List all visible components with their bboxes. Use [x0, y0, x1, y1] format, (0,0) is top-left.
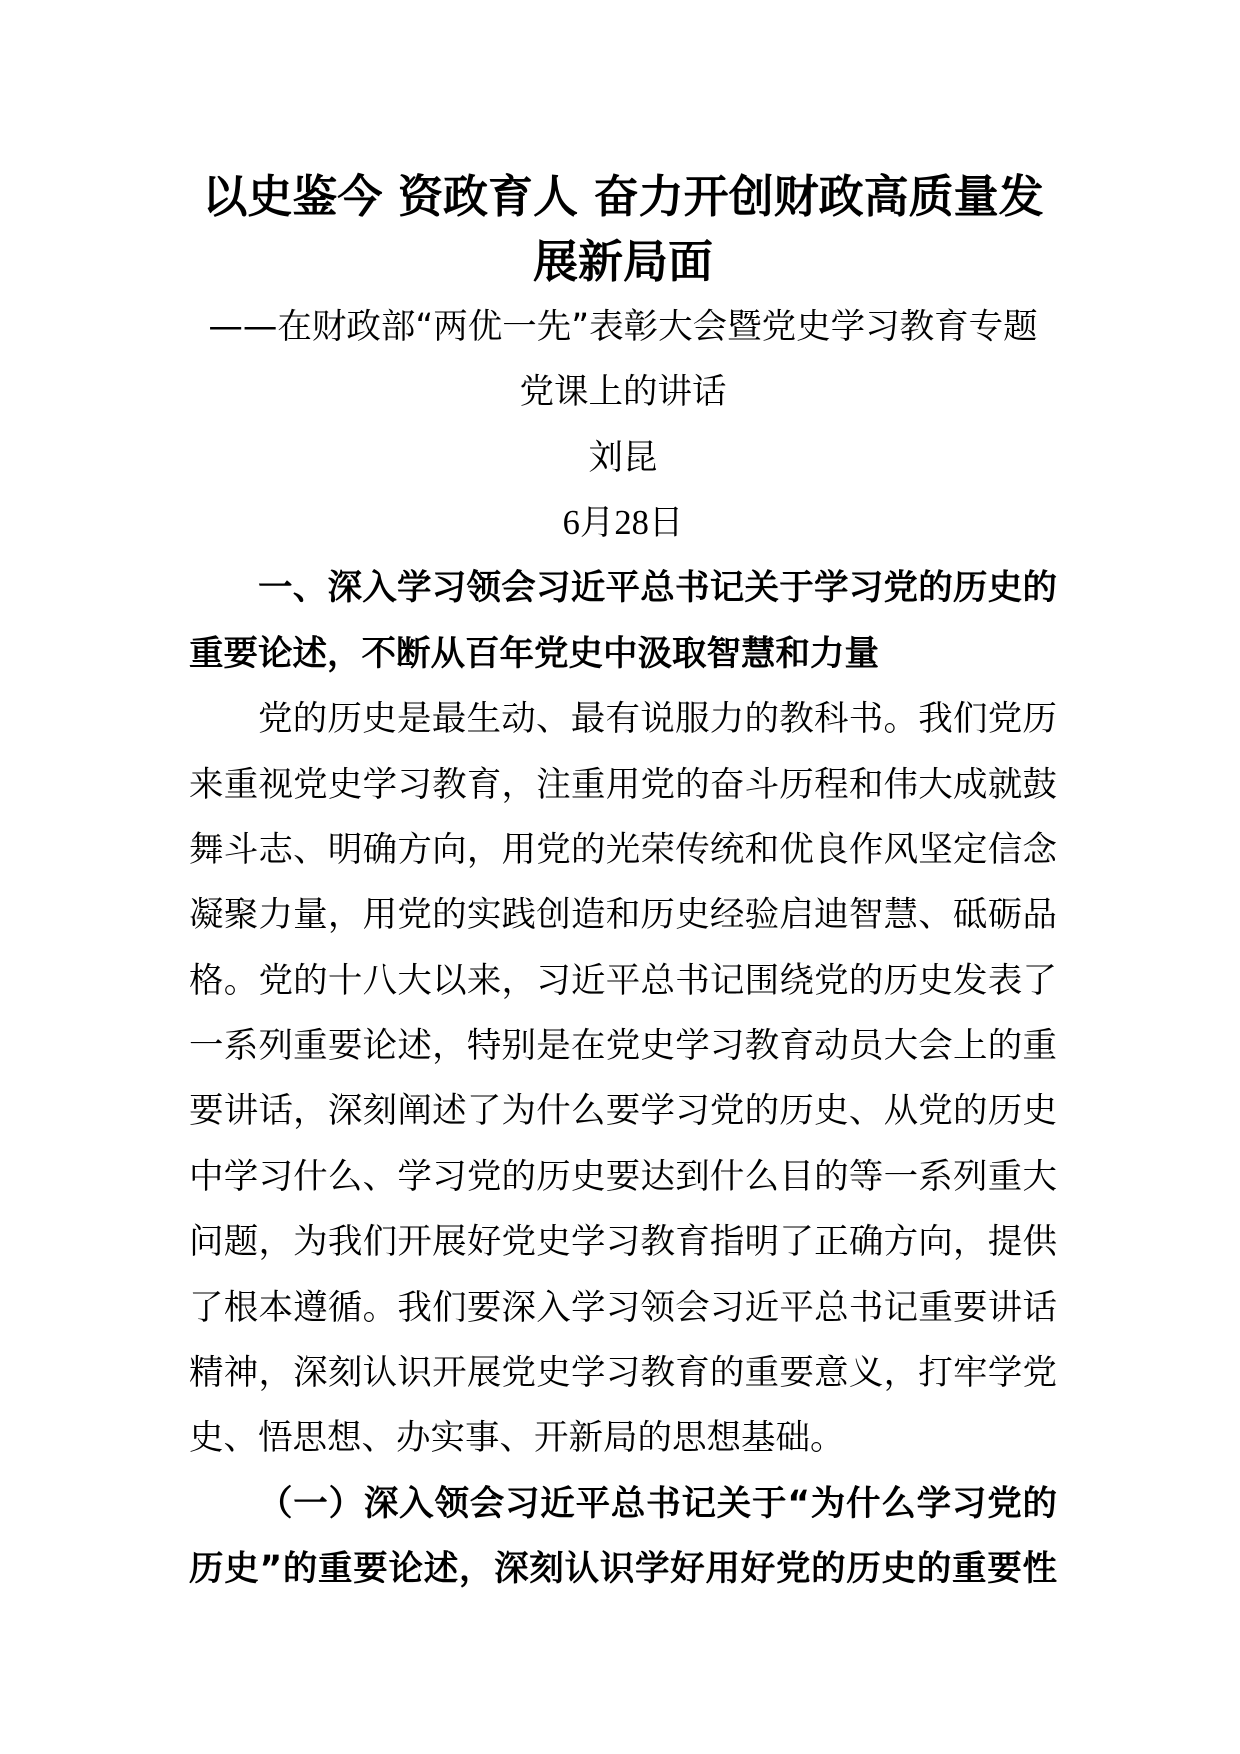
paragraph-line: 问题，为我们开展好党史学习教育指明了正确方向，提供 [189, 1222, 1057, 1263]
document-title-line: 展新局面 [532, 235, 713, 289]
paragraph-line: 凝聚力量，用党的实践创造和历史经验启迪智慧、砥砺品 [189, 895, 1057, 936]
paragraph-line: 史、悟思想、办实事、开新局的思想基础。 [189, 1418, 845, 1459]
section-heading [189, 556, 1057, 687]
document-body [189, 164, 1057, 1603]
speech-date: 6月28日 [562, 503, 684, 542]
subsection-heading [189, 1472, 1057, 1603]
paragraph-line: 来重视党史学习教育，注重用党的奋斗历程和伟大成就鼓 [189, 764, 1057, 805]
paragraph-line: 党的历史是最生动、最有说服力的教科书。我们党历 [258, 699, 1057, 740]
paragraph-line: 要讲话，深刻阐述了为什么要学习党的历史、从党的历史 [189, 1091, 1057, 1132]
document-title-line: 以史鉴今 资政育人 奋力开创财政高质量发 [202, 170, 1044, 223]
section-heading-line: 重要论述，不断从百年党史中汲取智慧和力量 [189, 633, 879, 674]
paragraph-line: 舞斗志、明确方向，用党的光荣传统和优良作风坚定信念 [189, 829, 1057, 870]
paragraph-line: 一系列重要论述，特别是在党史学习教育动员大会上的重 [189, 1026, 1057, 1067]
document-subtitle-line: ——在财政部“两优一先”表彰大会暨党史学习教育专题 [208, 306, 1038, 347]
author-name: 刘昆 [588, 437, 658, 478]
paragraph-line: 精神，深刻认识开展党史学习教育的重要意义，打牢学党 [189, 1353, 1057, 1394]
subsection-heading-line: （一）深入领会习近平总书记关于“为什么学习党的 [258, 1483, 1057, 1524]
paragraph-line: 了根本遵循。我们要深入学习领会习近平总书记重要讲话 [189, 1287, 1057, 1328]
document-subtitle-line: 党课上的讲话 [519, 372, 727, 413]
paragraph-line: 中学习什么、学习党的历史要达到什么目的等一系列重大 [189, 1156, 1057, 1197]
body-paragraph [189, 687, 1057, 1472]
subsection-heading-line: 历史”的重要论述，深刻认识学好用好党的历史的重要性 [189, 1549, 1057, 1590]
paragraph-line: 格。党的十八大以来，习近平总书记围绕党的历史发表了 [189, 960, 1057, 1001]
section-heading-line: 一、深入学习领会习近平总书记关于学习党的历史的 [258, 568, 1057, 609]
